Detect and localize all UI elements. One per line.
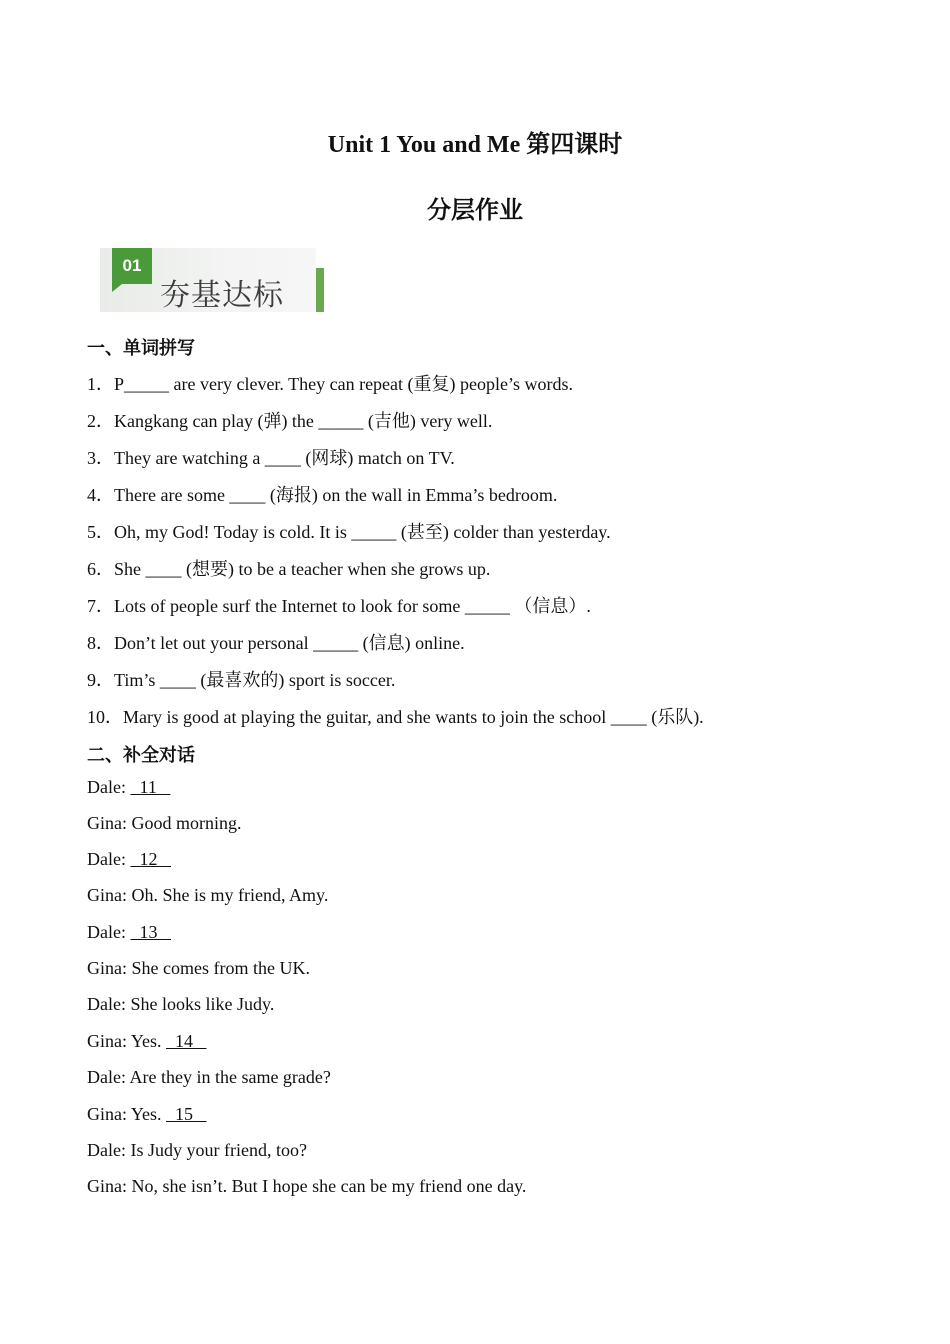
section-badge: [100, 248, 324, 312]
dialogue-text: Gina: She comes from the UK.: [87, 958, 310, 978]
dialogue-line: [87, 994, 274, 1015]
dialogue-line: [87, 1140, 307, 1161]
badge-number: 01: [112, 248, 152, 284]
dialogue-blank: 12: [130, 849, 171, 869]
dialogue-blank: 14: [166, 1031, 207, 1051]
dialogue-line: [87, 1031, 207, 1052]
dialogue-line: [87, 958, 310, 979]
question-item: 1．P_____ are very clever. They can repeat (重复) people’s words.: [87, 374, 574, 394]
question-item: 5．Oh, my God! Today is cold. It is _____ (甚至) colder than yesterday.: [87, 522, 611, 542]
dialogue-text: Dale: Is Judy your friend, too?: [87, 1140, 307, 1160]
question-item: 9．Tim’s ____ (最喜欢的) sport is soccer.: [87, 670, 396, 690]
dialogue-blank: 15: [166, 1104, 207, 1124]
section-heading-dialogue: 二、补全对话: [87, 745, 195, 766]
dialogue-text: Gina: Good morning.: [87, 813, 242, 833]
question-item: 7．Lots of people surf the Internet to look for some _____ （信息）.: [87, 596, 591, 616]
page-subtitle: 分层作业: [427, 198, 523, 224]
dialogue-text: Dale: Are they in the same grade?: [87, 1067, 331, 1087]
dialogue-line: [87, 813, 242, 834]
dialogue-text: Dale:: [87, 777, 131, 797]
question-item: 8．Don’t let out your personal _____ (信息) online.: [87, 633, 465, 653]
section-heading-spelling: 一、单词拼写: [87, 338, 195, 359]
dialogue-line: [87, 885, 328, 906]
question-item: 3．They are watching a ____ (网球) match on TV.: [87, 448, 455, 468]
dialogue-text: Dale:: [87, 922, 131, 942]
question-item: 2．Kangkang can play (弹) the _____ (吉他) very well.: [87, 411, 493, 431]
dialogue-blank: 11: [130, 777, 171, 797]
question-item: 4．There are some ____ (海报) on the wall in Emma’s bedroom.: [87, 485, 558, 505]
badge-label: 夯基达标: [160, 278, 284, 313]
badge-accent-bar: [316, 268, 324, 312]
dialogue-line: [87, 1176, 526, 1197]
dialogue-text: Gina: Oh. She is my friend, Amy.: [87, 885, 329, 905]
dialogue-text: Gina: Yes.: [87, 1104, 167, 1124]
dialogue-line: [87, 1104, 207, 1125]
dialogue-blank: 13: [130, 922, 171, 942]
question-item: 10．Mary is good at playing the guitar, and she wants to join the school ____ (乐队).: [87, 707, 704, 727]
dialogue-line: [87, 777, 170, 798]
dialogue-text: Dale:: [87, 849, 131, 869]
dialogue-line: [87, 849, 171, 870]
dialogue-line: [87, 1067, 331, 1088]
question-item: 6．She ____ (想要) to be a teacher when she grows up.: [87, 559, 491, 579]
badge-tail: [112, 284, 122, 292]
page-title: Unit 1 You and Me 第四课时: [327, 132, 623, 158]
dialogue-text: Gina: Yes.: [87, 1031, 167, 1051]
dialogue-line: [87, 922, 171, 943]
dialogue-text: Gina: No, she isn’t. But I hope she can be my friend one day.: [87, 1176, 527, 1196]
dialogue-text: Dale: She looks like Judy.: [87, 994, 275, 1014]
